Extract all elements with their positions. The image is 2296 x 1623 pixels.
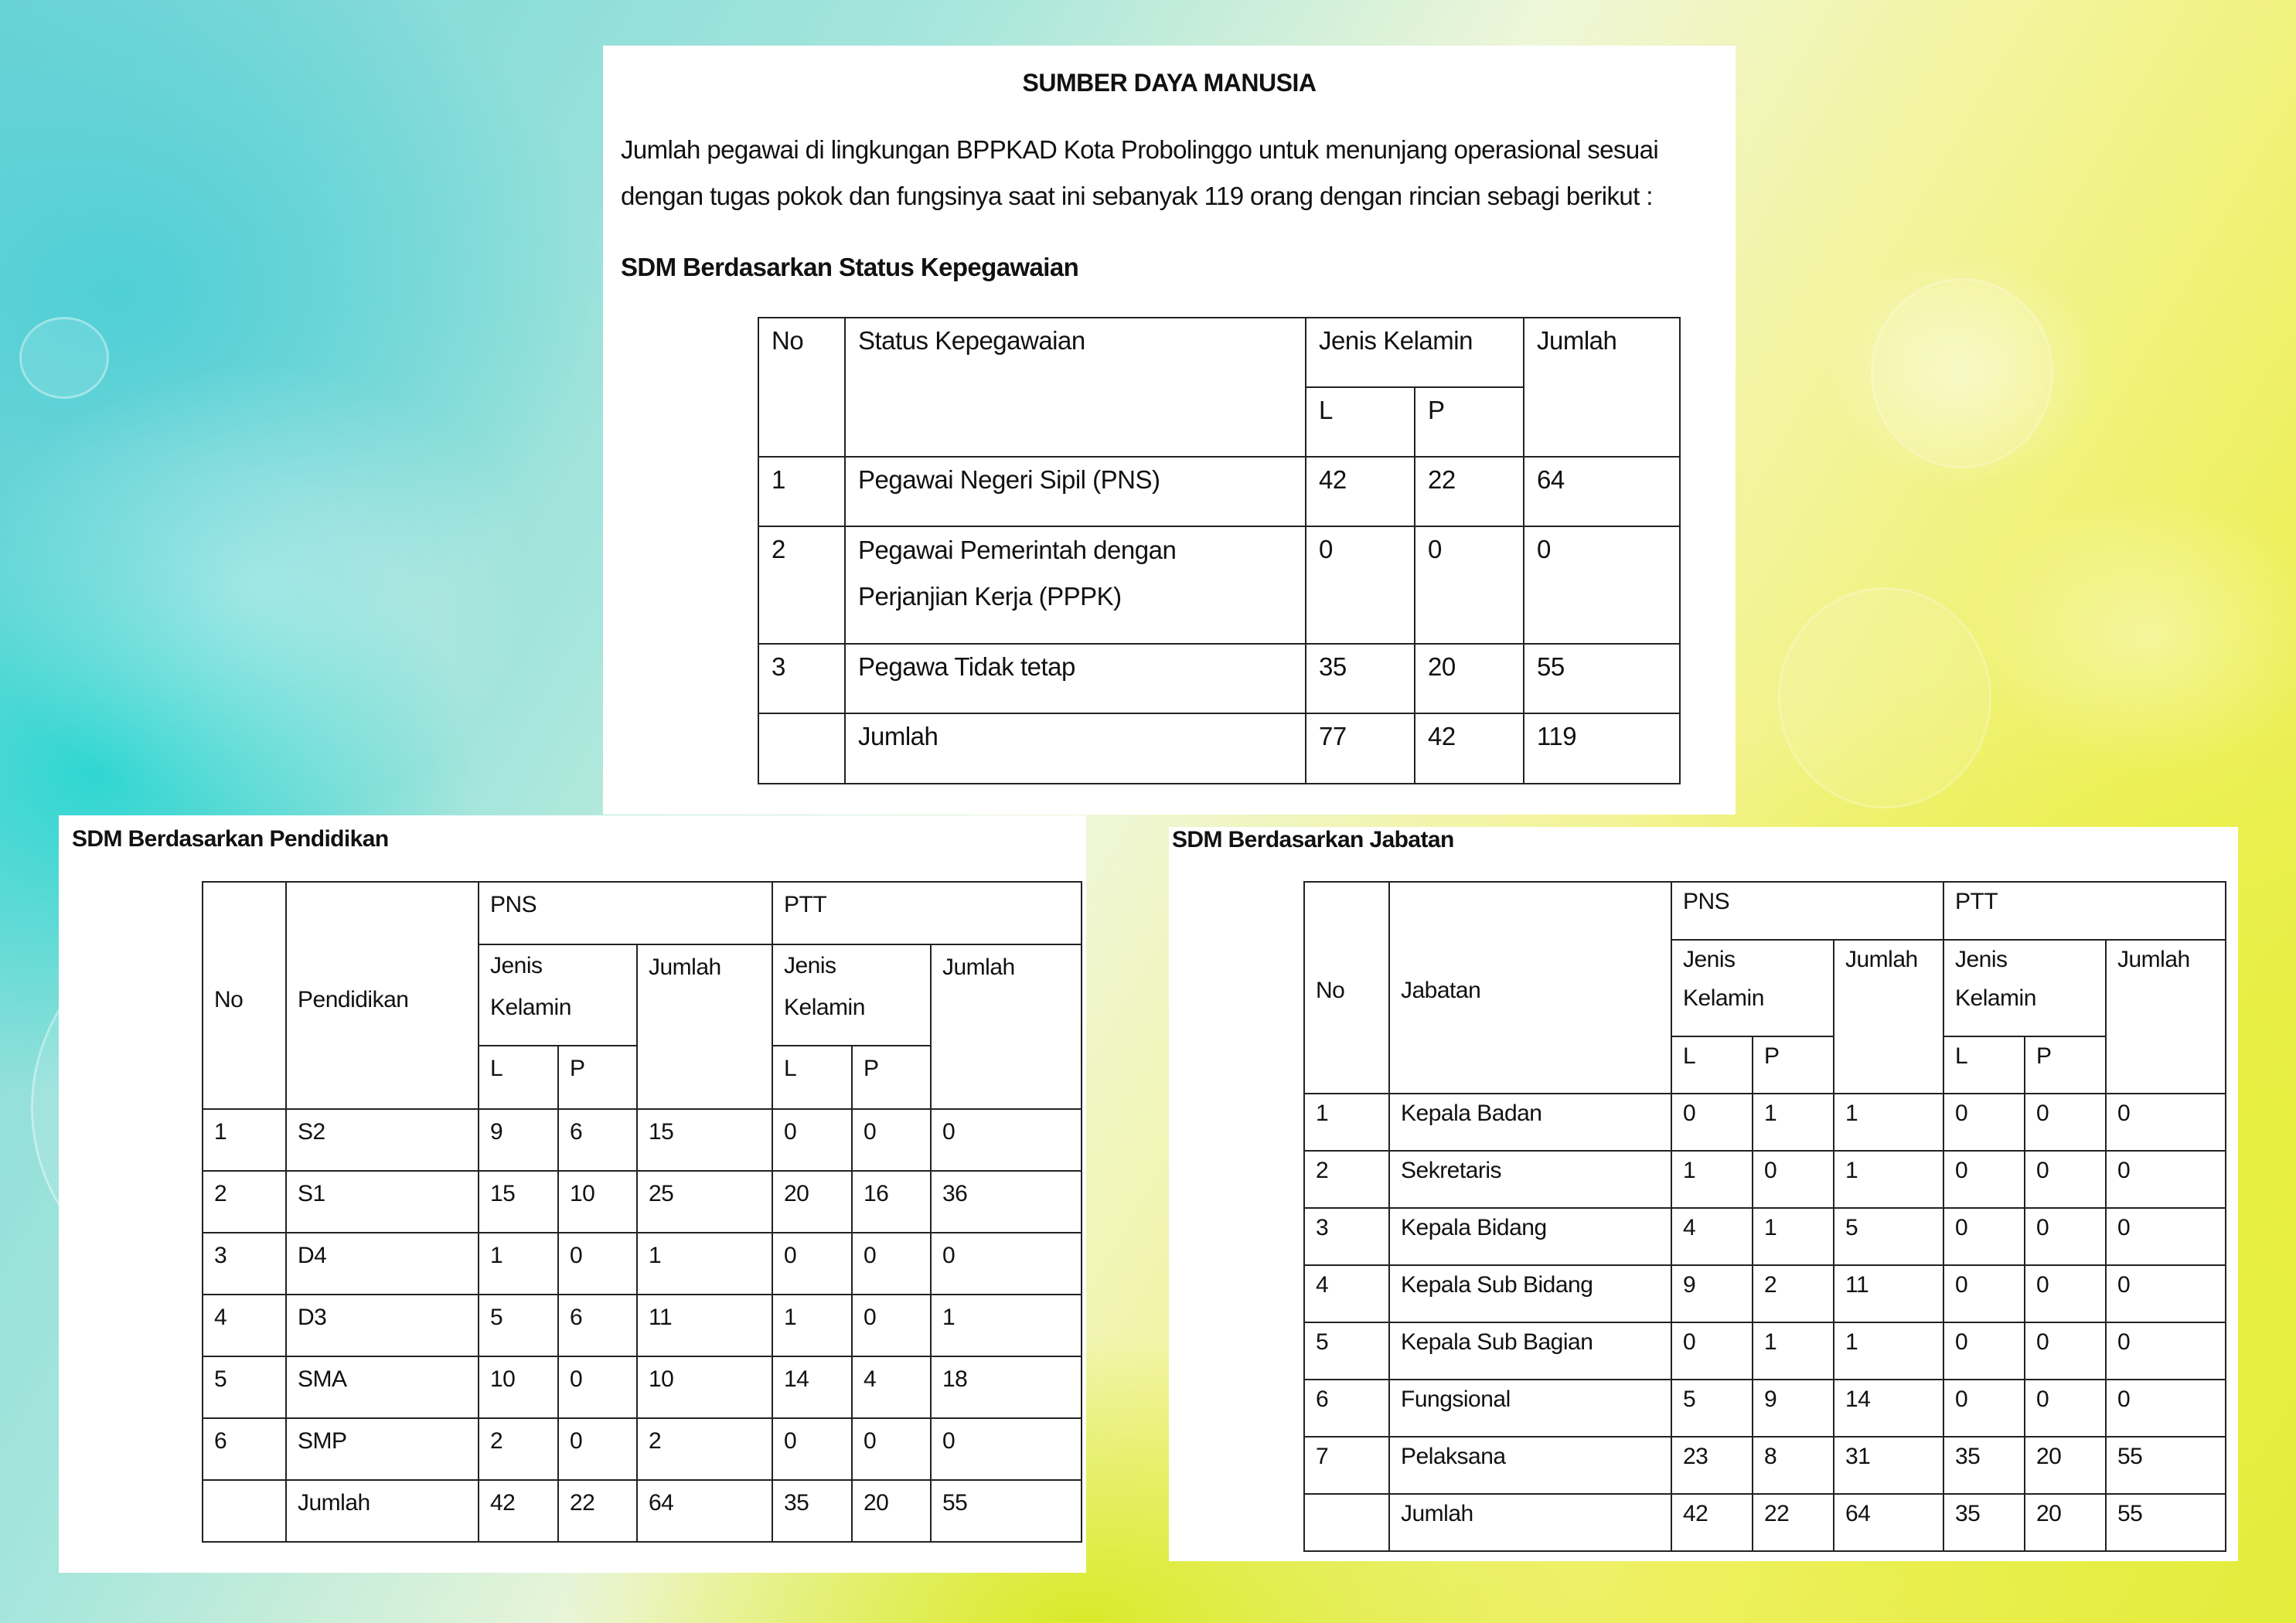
- header-ptt-jenis-kelamin: Jenis Kelamin: [1943, 940, 2106, 1036]
- table-row: [1304, 1265, 2226, 1322]
- cell-ptt-p: 20: [852, 1480, 931, 1542]
- cell-status: Pegawai Negeri Sipil (PNS): [845, 457, 1306, 526]
- header-pns-jumlah: Jumlah: [637, 944, 772, 1109]
- table-row: [758, 457, 1680, 526]
- cell-ptt-l: 0: [772, 1418, 852, 1480]
- table-row-total: [1304, 1494, 2226, 1551]
- cell-label: Jumlah: [286, 1480, 479, 1542]
- cell-pns-l: 2: [479, 1418, 558, 1480]
- cell-no: 5: [203, 1356, 286, 1418]
- cell-ptt-jumlah: 0: [2106, 1322, 2226, 1380]
- cell-pns-jumlah: 11: [1834, 1265, 1943, 1322]
- cell-ptt-p: 0: [852, 1295, 931, 1356]
- cell-pns-p: 1: [1753, 1322, 1834, 1380]
- header-p: P: [1415, 387, 1524, 457]
- cell-pns-p: 22: [1753, 1494, 1834, 1551]
- cell-ptt-jumlah: 0: [931, 1109, 1082, 1171]
- cell-no: 5: [1304, 1322, 1389, 1380]
- cell-no: [758, 713, 845, 784]
- cell-label: Kepala Bidang: [1389, 1208, 1671, 1265]
- cell-pns-l: 42: [1671, 1494, 1753, 1551]
- cell-ptt-jumlah: 18: [931, 1356, 1082, 1418]
- cell-ptt-jumlah: 0: [2106, 1151, 2226, 1208]
- pendidikan-table: [202, 881, 1082, 1543]
- status-table: [758, 317, 1681, 784]
- header-no: No: [203, 882, 286, 1109]
- header-pns-jenis-kelamin: Jenis Kelamin: [1671, 940, 1834, 1036]
- cell-no: [203, 1480, 286, 1542]
- cell-pns-jumlah: 10: [637, 1356, 772, 1418]
- cell-l: 42: [1306, 457, 1415, 526]
- cell-l: 77: [1306, 713, 1415, 784]
- cell-pns-jumlah: 14: [1834, 1380, 1943, 1437]
- table-row: [203, 1109, 1082, 1171]
- cell-p: 22: [1415, 457, 1524, 526]
- section-title-pendidikan: SDM Berdasarkan Pendidikan: [72, 826, 389, 852]
- cell-pns-p: 1: [1753, 1094, 1834, 1151]
- cell-no: [1304, 1494, 1389, 1551]
- cell-ptt-l: 0: [1943, 1208, 2025, 1265]
- cell-ptt-p: 0: [852, 1109, 931, 1171]
- cell-pns-p: 0: [558, 1418, 637, 1480]
- cell-status: Pegawai Pemerintah dengan Perjanjian Kerja (PPPK): [845, 526, 1306, 644]
- header-ptt-l: L: [1943, 1036, 2025, 1094]
- cell-ptt-l: 0: [1943, 1151, 2025, 1208]
- cell-pns-l: 5: [1671, 1380, 1753, 1437]
- cell-pns-l: 1: [479, 1233, 558, 1295]
- table-row: [758, 644, 1680, 713]
- cell-pns-jumlah: 2: [637, 1418, 772, 1480]
- table-row: [203, 1418, 1082, 1480]
- cell-pns-l: 0: [1671, 1094, 1753, 1151]
- cell-label: Kepala Sub Bagian: [1389, 1322, 1671, 1380]
- cell-label: Sekretaris: [1389, 1151, 1671, 1208]
- header-pns-jenis-kelamin: Jenis Kelamin: [479, 944, 637, 1046]
- cell-ptt-jumlah: 1: [931, 1295, 1082, 1356]
- cell-pns-p: 1: [1753, 1208, 1834, 1265]
- cell-label: SMP: [286, 1418, 479, 1480]
- cell-pns-l: 9: [479, 1109, 558, 1171]
- header-pns-l: L: [1671, 1036, 1753, 1094]
- cell-label: Jumlah: [1389, 1494, 1671, 1551]
- document-panel-jabatan: [1169, 827, 2238, 1561]
- header-pns-p: P: [1753, 1036, 1834, 1094]
- cell-pns-l: 23: [1671, 1437, 1753, 1494]
- header-pendidikan: Pendidikan: [286, 882, 479, 1109]
- header-pns-jumlah: Jumlah: [1834, 940, 1943, 1094]
- cell-ptt-jumlah: 0: [2106, 1265, 2226, 1322]
- table-row-total: [758, 713, 1680, 784]
- table-row: [1304, 1151, 2226, 1208]
- table-row: [1304, 1094, 2226, 1151]
- cell-no: 6: [203, 1418, 286, 1480]
- section-title-status: SDM Berdasarkan Status Kepegawaian: [621, 253, 1079, 281]
- table-row: [1304, 1380, 2226, 1437]
- cell-pns-jumlah: 25: [637, 1171, 772, 1233]
- cell-pns-jumlah: 31: [1834, 1437, 1943, 1494]
- cell-no: 2: [758, 526, 845, 644]
- cell-pns-p: 10: [558, 1171, 637, 1233]
- header-ptt-jenis-kelamin: Jenis Kelamin: [772, 944, 931, 1046]
- cell-ptt-p: 0: [852, 1418, 931, 1480]
- header-pns: PNS: [479, 882, 772, 944]
- cell-ptt-jumlah: 0: [931, 1418, 1082, 1480]
- cell-status: Pegawa Tidak tetap: [845, 644, 1306, 713]
- header-jenis-kelamin: Jenis Kelamin: [1306, 318, 1524, 387]
- cell-label: D4: [286, 1233, 479, 1295]
- header-no: No: [758, 318, 845, 457]
- cell-no: 1: [1304, 1094, 1389, 1151]
- cell-ptt-l: 0: [1943, 1265, 2025, 1322]
- header-ptt-jumlah: Jumlah: [931, 944, 1082, 1109]
- cell-ptt-jumlah: 0: [2106, 1380, 2226, 1437]
- cell-ptt-p: 0: [2025, 1094, 2106, 1151]
- cell-no: 2: [203, 1171, 286, 1233]
- header-jabatan: Jabatan: [1389, 882, 1671, 1094]
- cell-label: Kepala Sub Bidang: [1389, 1265, 1671, 1322]
- cell-no: 2: [1304, 1151, 1389, 1208]
- cell-pns-jumlah: 64: [637, 1480, 772, 1542]
- cell-label: Pelaksana: [1389, 1437, 1671, 1494]
- cell-pns-l: 5: [479, 1295, 558, 1356]
- cell-pns-l: 1: [1671, 1151, 1753, 1208]
- cell-pns-p: 0: [558, 1356, 637, 1418]
- cell-l: 0: [1306, 526, 1415, 644]
- document-title: SUMBER DAYA MANUSIA: [1022, 69, 1317, 97]
- cell-no: 3: [203, 1233, 286, 1295]
- cell-ptt-l: 20: [772, 1171, 852, 1233]
- cell-pns-p: 0: [558, 1233, 637, 1295]
- cell-no: 1: [203, 1109, 286, 1171]
- cell-no: 3: [1304, 1208, 1389, 1265]
- cell-ptt-p: 0: [2025, 1380, 2106, 1437]
- cell-p: 0: [1415, 526, 1524, 644]
- header-ptt-l: L: [772, 1046, 852, 1109]
- cell-p: 42: [1415, 713, 1524, 784]
- cell-pns-p: 6: [558, 1109, 637, 1171]
- cell-ptt-jumlah: 0: [2106, 1094, 2226, 1151]
- cell-ptt-l: 14: [772, 1356, 852, 1418]
- background-bubble: [1871, 278, 2053, 468]
- cell-no: 6: [1304, 1380, 1389, 1437]
- cell-ptt-l: 0: [1943, 1322, 2025, 1380]
- cell-ptt-l: 1: [772, 1295, 852, 1356]
- cell-label: D3: [286, 1295, 479, 1356]
- cell-pns-p: 22: [558, 1480, 637, 1542]
- cell-ptt-p: 16: [852, 1171, 931, 1233]
- cell-label: S1: [286, 1171, 479, 1233]
- cell-pns-jumlah: 64: [1834, 1494, 1943, 1551]
- cell-label: Fungsional: [1389, 1380, 1671, 1437]
- header-ptt-jumlah: Jumlah: [2106, 940, 2226, 1094]
- header-status: Status Kepegawaian: [845, 318, 1306, 457]
- cell-pns-p: 0: [1753, 1151, 1834, 1208]
- cell-l: 35: [1306, 644, 1415, 713]
- cell-no: 4: [203, 1295, 286, 1356]
- cell-pns-jumlah: 11: [637, 1295, 772, 1356]
- cell-pns-p: 2: [1753, 1265, 1834, 1322]
- intro-paragraph: Jumlah pegawai di lingkungan BPPKAD Kota Probolinggo untuk menunjang operasional sesuai dengan tugas pokok dan fungsinya saat ini sebanyak 119 orang dengan rincian sebagi berikut :: [621, 135, 1659, 210]
- table-row: [1304, 1208, 2226, 1265]
- header-no: No: [1304, 882, 1389, 1094]
- document-panel-status: [603, 46, 1736, 815]
- cell-ptt-jumlah: 55: [931, 1480, 1082, 1542]
- cell-label: SMA: [286, 1356, 479, 1418]
- table-row: [1304, 1437, 2226, 1494]
- background-bubble: [19, 317, 109, 399]
- cell-ptt-jumlah: 55: [2106, 1437, 2226, 1494]
- cell-p: 20: [1415, 644, 1524, 713]
- background-bubble: [1778, 587, 1991, 808]
- cell-status: Jumlah: [845, 713, 1306, 784]
- cell-no: 3: [758, 644, 845, 713]
- header-pns-p: P: [558, 1046, 637, 1109]
- cell-no: 7: [1304, 1437, 1389, 1494]
- cell-no: 1: [758, 457, 845, 526]
- cell-ptt-p: 20: [2025, 1494, 2106, 1551]
- document-panel-pendidikan: [59, 815, 1086, 1573]
- cell-pns-l: 42: [479, 1480, 558, 1542]
- header-pns-l: L: [479, 1046, 558, 1109]
- cell-pns-p: 8: [1753, 1437, 1834, 1494]
- cell-pns-l: 9: [1671, 1265, 1753, 1322]
- cell-pns-l: 15: [479, 1171, 558, 1233]
- cell-ptt-l: 0: [1943, 1094, 2025, 1151]
- cell-label: Kepala Badan: [1389, 1094, 1671, 1151]
- table-row: [203, 1295, 1082, 1356]
- cell-jumlah: 119: [1524, 713, 1680, 784]
- cell-jumlah: 0: [1524, 526, 1680, 644]
- table-row: [1304, 1322, 2226, 1380]
- cell-pns-jumlah: 1: [1834, 1322, 1943, 1380]
- cell-pns-l: 0: [1671, 1322, 1753, 1380]
- cell-ptt-p: 4: [852, 1356, 931, 1418]
- table-row-total: [203, 1480, 1082, 1542]
- cell-pns-l: 4: [1671, 1208, 1753, 1265]
- header-l: L: [1306, 387, 1415, 457]
- cell-ptt-jumlah: 0: [931, 1233, 1082, 1295]
- cell-ptt-p: 0: [2025, 1208, 2106, 1265]
- cell-ptt-jumlah: 55: [2106, 1494, 2226, 1551]
- cell-ptt-p: 0: [2025, 1322, 2106, 1380]
- section-title-jabatan: SDM Berdasarkan Jabatan: [1172, 827, 1454, 852]
- cell-pns-l: 10: [479, 1356, 558, 1418]
- header-ptt: PTT: [772, 882, 1082, 944]
- cell-ptt-l: 35: [1943, 1437, 2025, 1494]
- cell-ptt-l: 0: [772, 1233, 852, 1295]
- cell-ptt-jumlah: 36: [931, 1171, 1082, 1233]
- header-pns: PNS: [1671, 882, 1943, 940]
- cell-jumlah: 64: [1524, 457, 1680, 526]
- jabatan-table: [1303, 881, 2226, 1552]
- cell-ptt-l: 0: [1943, 1380, 2025, 1437]
- header-ptt-p: P: [2025, 1036, 2106, 1094]
- cell-ptt-p: 0: [852, 1233, 931, 1295]
- cell-ptt-p: 0: [2025, 1151, 2106, 1208]
- cell-ptt-jumlah: 0: [2106, 1208, 2226, 1265]
- cell-pns-p: 6: [558, 1295, 637, 1356]
- cell-ptt-l: 35: [1943, 1494, 2025, 1551]
- cell-pns-jumlah: 15: [637, 1109, 772, 1171]
- cell-jumlah: 55: [1524, 644, 1680, 713]
- table-row: [203, 1233, 1082, 1295]
- cell-pns-jumlah: 1: [1834, 1151, 1943, 1208]
- table-row: [203, 1171, 1082, 1233]
- cell-ptt-l: 35: [772, 1480, 852, 1542]
- cell-pns-jumlah: 5: [1834, 1208, 1943, 1265]
- cell-no: 4: [1304, 1265, 1389, 1322]
- cell-label: S2: [286, 1109, 479, 1171]
- table-row: [203, 1356, 1082, 1418]
- cell-pns-p: 9: [1753, 1380, 1834, 1437]
- table-row: [758, 526, 1680, 644]
- cell-ptt-p: 20: [2025, 1437, 2106, 1494]
- header-ptt: PTT: [1943, 882, 2226, 940]
- cell-ptt-p: 0: [2025, 1265, 2106, 1322]
- header-ptt-p: P: [852, 1046, 931, 1109]
- cell-pns-jumlah: 1: [637, 1233, 772, 1295]
- cell-ptt-l: 0: [772, 1109, 852, 1171]
- cell-pns-jumlah: 1: [1834, 1094, 1943, 1151]
- header-jumlah: Jumlah: [1524, 318, 1680, 457]
